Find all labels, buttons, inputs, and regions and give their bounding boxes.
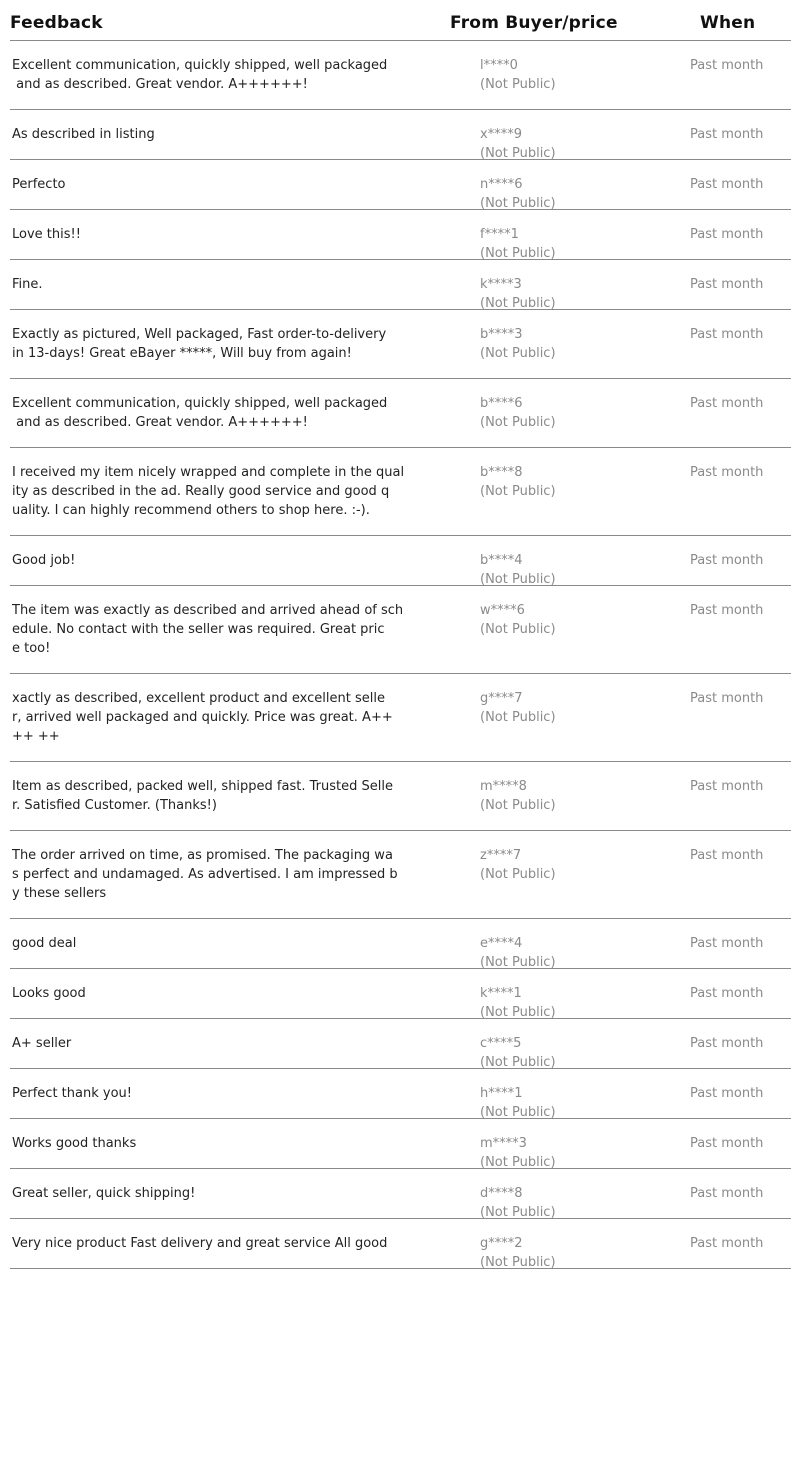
buyer-info xyxy=(480,1234,556,1272)
buyer-price: (Not Public) xyxy=(480,622,556,637)
buyer-id: e****4 xyxy=(480,936,523,951)
buyer-info xyxy=(480,463,556,501)
feedback-row xyxy=(10,1119,791,1169)
feedback-comment: I received my item nicely wrapped and complete in the qual ity as described in the ad. Really good service and good q uality. I can highly recommend others to shop here. :-). xyxy=(12,465,405,518)
feedback-row xyxy=(10,586,791,674)
feedback-comment: Item as described, packed well, shipped fast. Trusted Selle r. Satisfied Customer. (Thanks!) xyxy=(12,779,393,813)
feedback-date: Past month xyxy=(690,848,764,863)
buyer-price: (Not Public) xyxy=(480,572,556,587)
buyer-id: m****3 xyxy=(480,1136,527,1151)
buyer-price: (Not Public) xyxy=(480,346,556,361)
feedback-comment: Exactly as pictured, Well packaged, Fast order-to-delivery in 13-days! Great eBayer *****, Will buy from again! xyxy=(12,327,387,361)
feedback-row xyxy=(10,110,791,160)
feedback-row xyxy=(10,1169,791,1219)
feedback-comment: Perfecto xyxy=(12,177,66,192)
buyer-id: d****8 xyxy=(480,1186,523,1201)
buyer-info xyxy=(480,1034,556,1072)
buyer-price: (Not Public) xyxy=(480,1055,556,1070)
from-buyer-price-column-header: From Buyer/price xyxy=(450,13,618,33)
feedback-row xyxy=(10,41,791,110)
feedback-date: Past month xyxy=(690,553,764,568)
feedback-row xyxy=(10,379,791,448)
feedback-comment: Great seller, quick shipping! xyxy=(12,1186,196,1201)
feedback-date: Past month xyxy=(690,779,764,794)
buyer-info xyxy=(480,1184,556,1222)
buyer-info xyxy=(480,1134,556,1172)
feedback-date: Past month xyxy=(690,1136,764,1151)
buyer-info xyxy=(480,1084,556,1122)
feedback-row xyxy=(10,536,791,586)
feedback-row xyxy=(10,674,791,762)
feedback-comment: Fine. xyxy=(12,277,43,292)
feedback-comment: The order arrived on time, as promised. The packaging wa s perfect and undamaged. As advertised. I am impressed b y these sellers xyxy=(12,848,398,901)
feedback-table-header xyxy=(10,0,791,41)
buyer-price: (Not Public) xyxy=(480,1255,556,1270)
feedback-date: Past month xyxy=(690,1186,764,1201)
buyer-info xyxy=(480,225,556,263)
feedback-comment: A+ seller xyxy=(12,1036,72,1051)
feedback-row xyxy=(10,310,791,379)
buyer-info xyxy=(480,777,556,815)
buyer-info xyxy=(480,601,556,639)
feedback-comment: The item was exactly as described and arrived ahead of sch edule. No contact with the seller was required. Great pric e too! xyxy=(12,603,404,656)
feedback-date: Past month xyxy=(690,691,764,706)
buyer-id: n****6 xyxy=(480,177,523,192)
feedback-row xyxy=(10,831,791,919)
buyer-price: (Not Public) xyxy=(480,484,556,499)
buyer-id: k****3 xyxy=(480,277,522,292)
feedback-row xyxy=(10,969,791,1019)
feedback-row xyxy=(10,260,791,310)
buyer-id: b****8 xyxy=(480,465,523,480)
buyer-id: m****8 xyxy=(480,779,527,794)
feedback-date: Past month xyxy=(690,936,764,951)
buyer-info xyxy=(480,56,556,94)
feedback-row xyxy=(10,448,791,536)
feedback-row xyxy=(10,1219,791,1269)
buyer-id: l****0 xyxy=(480,58,518,73)
feedback-row xyxy=(10,160,791,210)
buyer-info xyxy=(480,275,556,313)
buyer-price: (Not Public) xyxy=(480,415,556,430)
buyer-price: (Not Public) xyxy=(480,1105,556,1120)
feedback-date: Past month xyxy=(690,277,764,292)
buyer-info xyxy=(480,934,556,972)
feedback-date: Past month xyxy=(690,465,764,480)
feedback-comment: Looks good xyxy=(12,986,86,1001)
feedback-comment: xactly as described, excellent product and excellent selle r, arrived well packaged and quickly. Price was great. A++ ++ ++ xyxy=(12,691,393,744)
buyer-price: (Not Public) xyxy=(480,798,556,813)
feedback-row xyxy=(10,210,791,260)
feedback-comment: Works good thanks xyxy=(12,1136,137,1151)
feedback-date: Past month xyxy=(690,327,764,342)
buyer-info xyxy=(480,394,556,432)
feedback-date: Past month xyxy=(690,603,764,618)
feedback-column-header: Feedback xyxy=(10,13,103,33)
buyer-id: c****5 xyxy=(480,1036,522,1051)
buyer-info xyxy=(480,689,556,727)
buyer-id: h****1 xyxy=(480,1086,523,1101)
buyer-id: b****3 xyxy=(480,327,523,342)
buyer-id: x****9 xyxy=(480,127,522,142)
buyer-id: f****1 xyxy=(480,227,519,242)
feedback-comment: Love this!! xyxy=(12,227,81,242)
feedback-date: Past month xyxy=(690,1086,764,1101)
feedback-row xyxy=(10,919,791,969)
feedback-row xyxy=(10,762,791,831)
buyer-id: b****6 xyxy=(480,396,523,411)
buyer-id: g****2 xyxy=(480,1236,523,1251)
feedback-comment: Excellent communication, quickly shipped, well packaged and as described. Great vendor. A++++++! xyxy=(12,396,388,430)
when-column-header: When xyxy=(700,13,756,33)
buyer-id: k****1 xyxy=(480,986,522,1001)
feedback-row xyxy=(10,1019,791,1069)
buyer-id: g****7 xyxy=(480,691,523,706)
buyer-price: (Not Public) xyxy=(480,867,556,882)
feedback-date: Past month xyxy=(690,127,764,142)
buyer-price: (Not Public) xyxy=(480,146,556,161)
feedback-row xyxy=(10,1069,791,1119)
buyer-info xyxy=(480,846,556,884)
feedback-list xyxy=(10,41,791,1269)
feedback-comment: Perfect thank you! xyxy=(12,1086,132,1101)
buyer-info xyxy=(480,551,556,589)
buyer-info xyxy=(480,325,556,363)
buyer-price: (Not Public) xyxy=(480,1205,556,1220)
buyer-price: (Not Public) xyxy=(480,77,556,92)
buyer-info xyxy=(480,175,556,213)
feedback-date: Past month xyxy=(690,227,764,242)
feedback-comment: As described in listing xyxy=(12,127,155,142)
feedback-comment: Good job! xyxy=(12,553,76,568)
buyer-id: z****7 xyxy=(480,848,522,863)
buyer-price: (Not Public) xyxy=(480,246,556,261)
buyer-id: b****4 xyxy=(480,553,523,568)
feedback-comment: good deal xyxy=(12,936,77,951)
feedback-date: Past month xyxy=(690,1236,764,1251)
buyer-price: (Not Public) xyxy=(480,955,556,970)
feedback-date: Past month xyxy=(690,58,764,73)
feedback-date: Past month xyxy=(690,986,764,1001)
buyer-price: (Not Public) xyxy=(480,196,556,211)
feedback-comment: Very nice product Fast delivery and great service All good xyxy=(12,1236,388,1251)
feedback-comment: Excellent communication, quickly shipped, well packaged and as described. Great vendor. A++++++! xyxy=(12,58,388,92)
buyer-price: (Not Public) xyxy=(480,1155,556,1170)
feedback-date: Past month xyxy=(690,177,764,192)
buyer-price: (Not Public) xyxy=(480,710,556,725)
buyer-id: w****6 xyxy=(480,603,525,618)
buyer-info xyxy=(480,984,556,1022)
feedback-date: Past month xyxy=(690,396,764,411)
buyer-price: (Not Public) xyxy=(480,1005,556,1020)
buyer-price: (Not Public) xyxy=(480,296,556,311)
buyer-info xyxy=(480,125,556,163)
feedback-date: Past month xyxy=(690,1036,764,1051)
